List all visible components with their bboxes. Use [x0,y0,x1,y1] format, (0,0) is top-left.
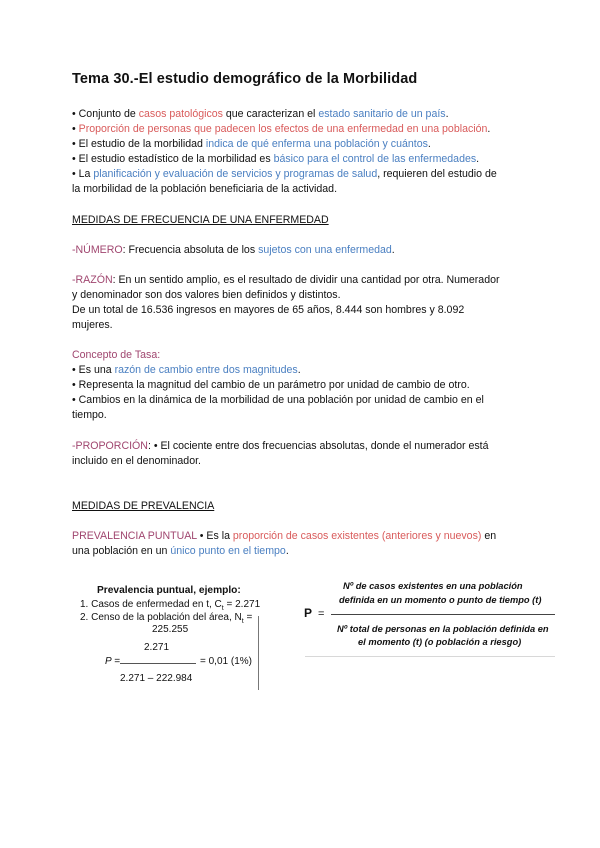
text: . [487,123,491,135]
text: • Conjunto de [72,108,139,120]
text: • Es la [196,530,233,542]
subscript: t [221,605,224,612]
example-fraction-bar [120,663,196,664]
highlight-blue: indica de qué enferma una población y cuántos [205,138,428,150]
text: . [427,138,431,150]
highlight-red: Proporción de personas que padecen los efectos de una enfermedad en una población [78,123,488,135]
text: : • El cociente entre dos frecuencias absolutas, donde el numerador está [147,440,489,452]
example-heading: Prevalencia puntual, ejemplo: [97,585,241,596]
bullet-item [72,137,532,153]
bullet-item-continuation: la morbilidad de la población beneficiaria de la actividad. [72,183,338,195]
formula-fraction-bar [331,614,555,615]
bullet-item [72,122,532,138]
example-denominator: 2.271 – 222.984 [120,673,193,684]
formula-equals: = [318,608,325,620]
tasa-bullet: • Representa la magnitud del cambio de un parámetro por unidad de cambio de otro. [72,379,470,391]
prevalencia-line [72,544,532,560]
text: una población en un [72,545,171,557]
text: = [243,612,253,623]
formula-numerator-line-1: Nº de casos existentes en una población [343,581,523,591]
text: , requieren del estudio de [377,168,497,180]
bullet-item [72,107,532,123]
formula-bottom-rule [305,656,555,657]
term-label: -PROPORCIÓN [72,440,148,452]
text: : En un sentido amplio, es el resultado de dividir una cantidad por otra. Numerador [112,274,500,286]
page-title: Tema 30.-El estudio demográfico de la Morbilidad [72,71,418,87]
highlight-red: casos patológicos [138,108,223,120]
tasa-bullet-continuation: tiempo. [72,409,107,421]
text: . [297,364,301,376]
text: 2. Censo de la población del área, N [80,612,242,623]
razon-line: mujeres. [72,319,113,331]
text: . [476,153,480,165]
text: . [285,545,289,557]
tasa-heading: Concepto de Tasa: [72,349,161,361]
text: : Frecuencia absoluta de los [122,244,259,256]
text: • El estudio de la morbilidad [72,138,206,150]
highlight-blue: único punto en el tiempo [170,545,286,557]
razon-paragraph [72,273,532,289]
highlight-blue: razón de cambio entre dos magnitudes [114,364,298,376]
text: • Es una [72,364,115,376]
text: = 2.271 [223,599,261,610]
proporcion-paragraph [72,439,532,455]
text: • El estudio estadístico de la morbilidad es [72,153,274,165]
highlight-blue: planificación y evaluación de servicios y programas de salud [93,168,378,180]
prevalencia-paragraph [72,529,532,545]
term-label: -RAZÓN [72,274,113,286]
highlight-blue: básico para el control de las enfermedades [273,153,477,165]
example-item-2-value: 225.255 [152,624,189,635]
proporcion-line: incluido en el denominador. [72,455,201,467]
tasa-bullet [72,363,532,379]
formula-numerator-line-2: definida en un momento o punto de tiempo (t) [339,595,542,605]
subscript: t [241,618,244,625]
text: • La [72,168,94,180]
formula-p: P [304,606,313,620]
example-p-label: P = [105,656,120,667]
bullet-item [72,152,532,168]
formula-denominator-line-2: el momento (t) (o población a riesgo) [358,637,522,647]
section-heading: MEDIDAS DE FRECUENCIA DE UNA ENFERMEDAD [72,214,329,226]
example-numerator: 2.271 [144,642,170,653]
razon-line: De un total de 16.536 ingresos en mayores de 65 años, 8.444 son hombres y 8.092 [72,304,465,316]
text: . [391,244,395,256]
highlight-blue: estado sanitario de un país [318,108,446,120]
text: • [72,123,79,135]
term-label: PREVALENCIA PUNTUAL [72,530,197,542]
term-label: -NÚMERO [72,244,123,256]
highlight-red: proporción de casos existentes (anteriores y nuevos) [232,530,482,542]
tasa-bullet: • Cambios en la dinámica de la morbilidad de una población por unidad de cambio en el [72,394,484,406]
formula-denominator-line-1: Nº total de personas en la población definida en [337,624,549,634]
text: que caracterizan el [222,108,319,120]
bullet-item [72,167,532,183]
text: 1. Casos de enfermedad en t, C [80,599,222,610]
section-heading: MEDIDAS DE PREVALENCIA [72,500,215,512]
numero-paragraph [72,243,532,259]
text: . [445,108,449,120]
text: en [481,530,497,542]
example-result: = 0,01 (1%) [200,656,252,667]
highlight-blue: sujetos con una enfermedad [258,244,392,256]
razon-line: y denominador son dos valores bien definidos y distintos. [72,289,341,301]
divider-line [258,616,259,690]
